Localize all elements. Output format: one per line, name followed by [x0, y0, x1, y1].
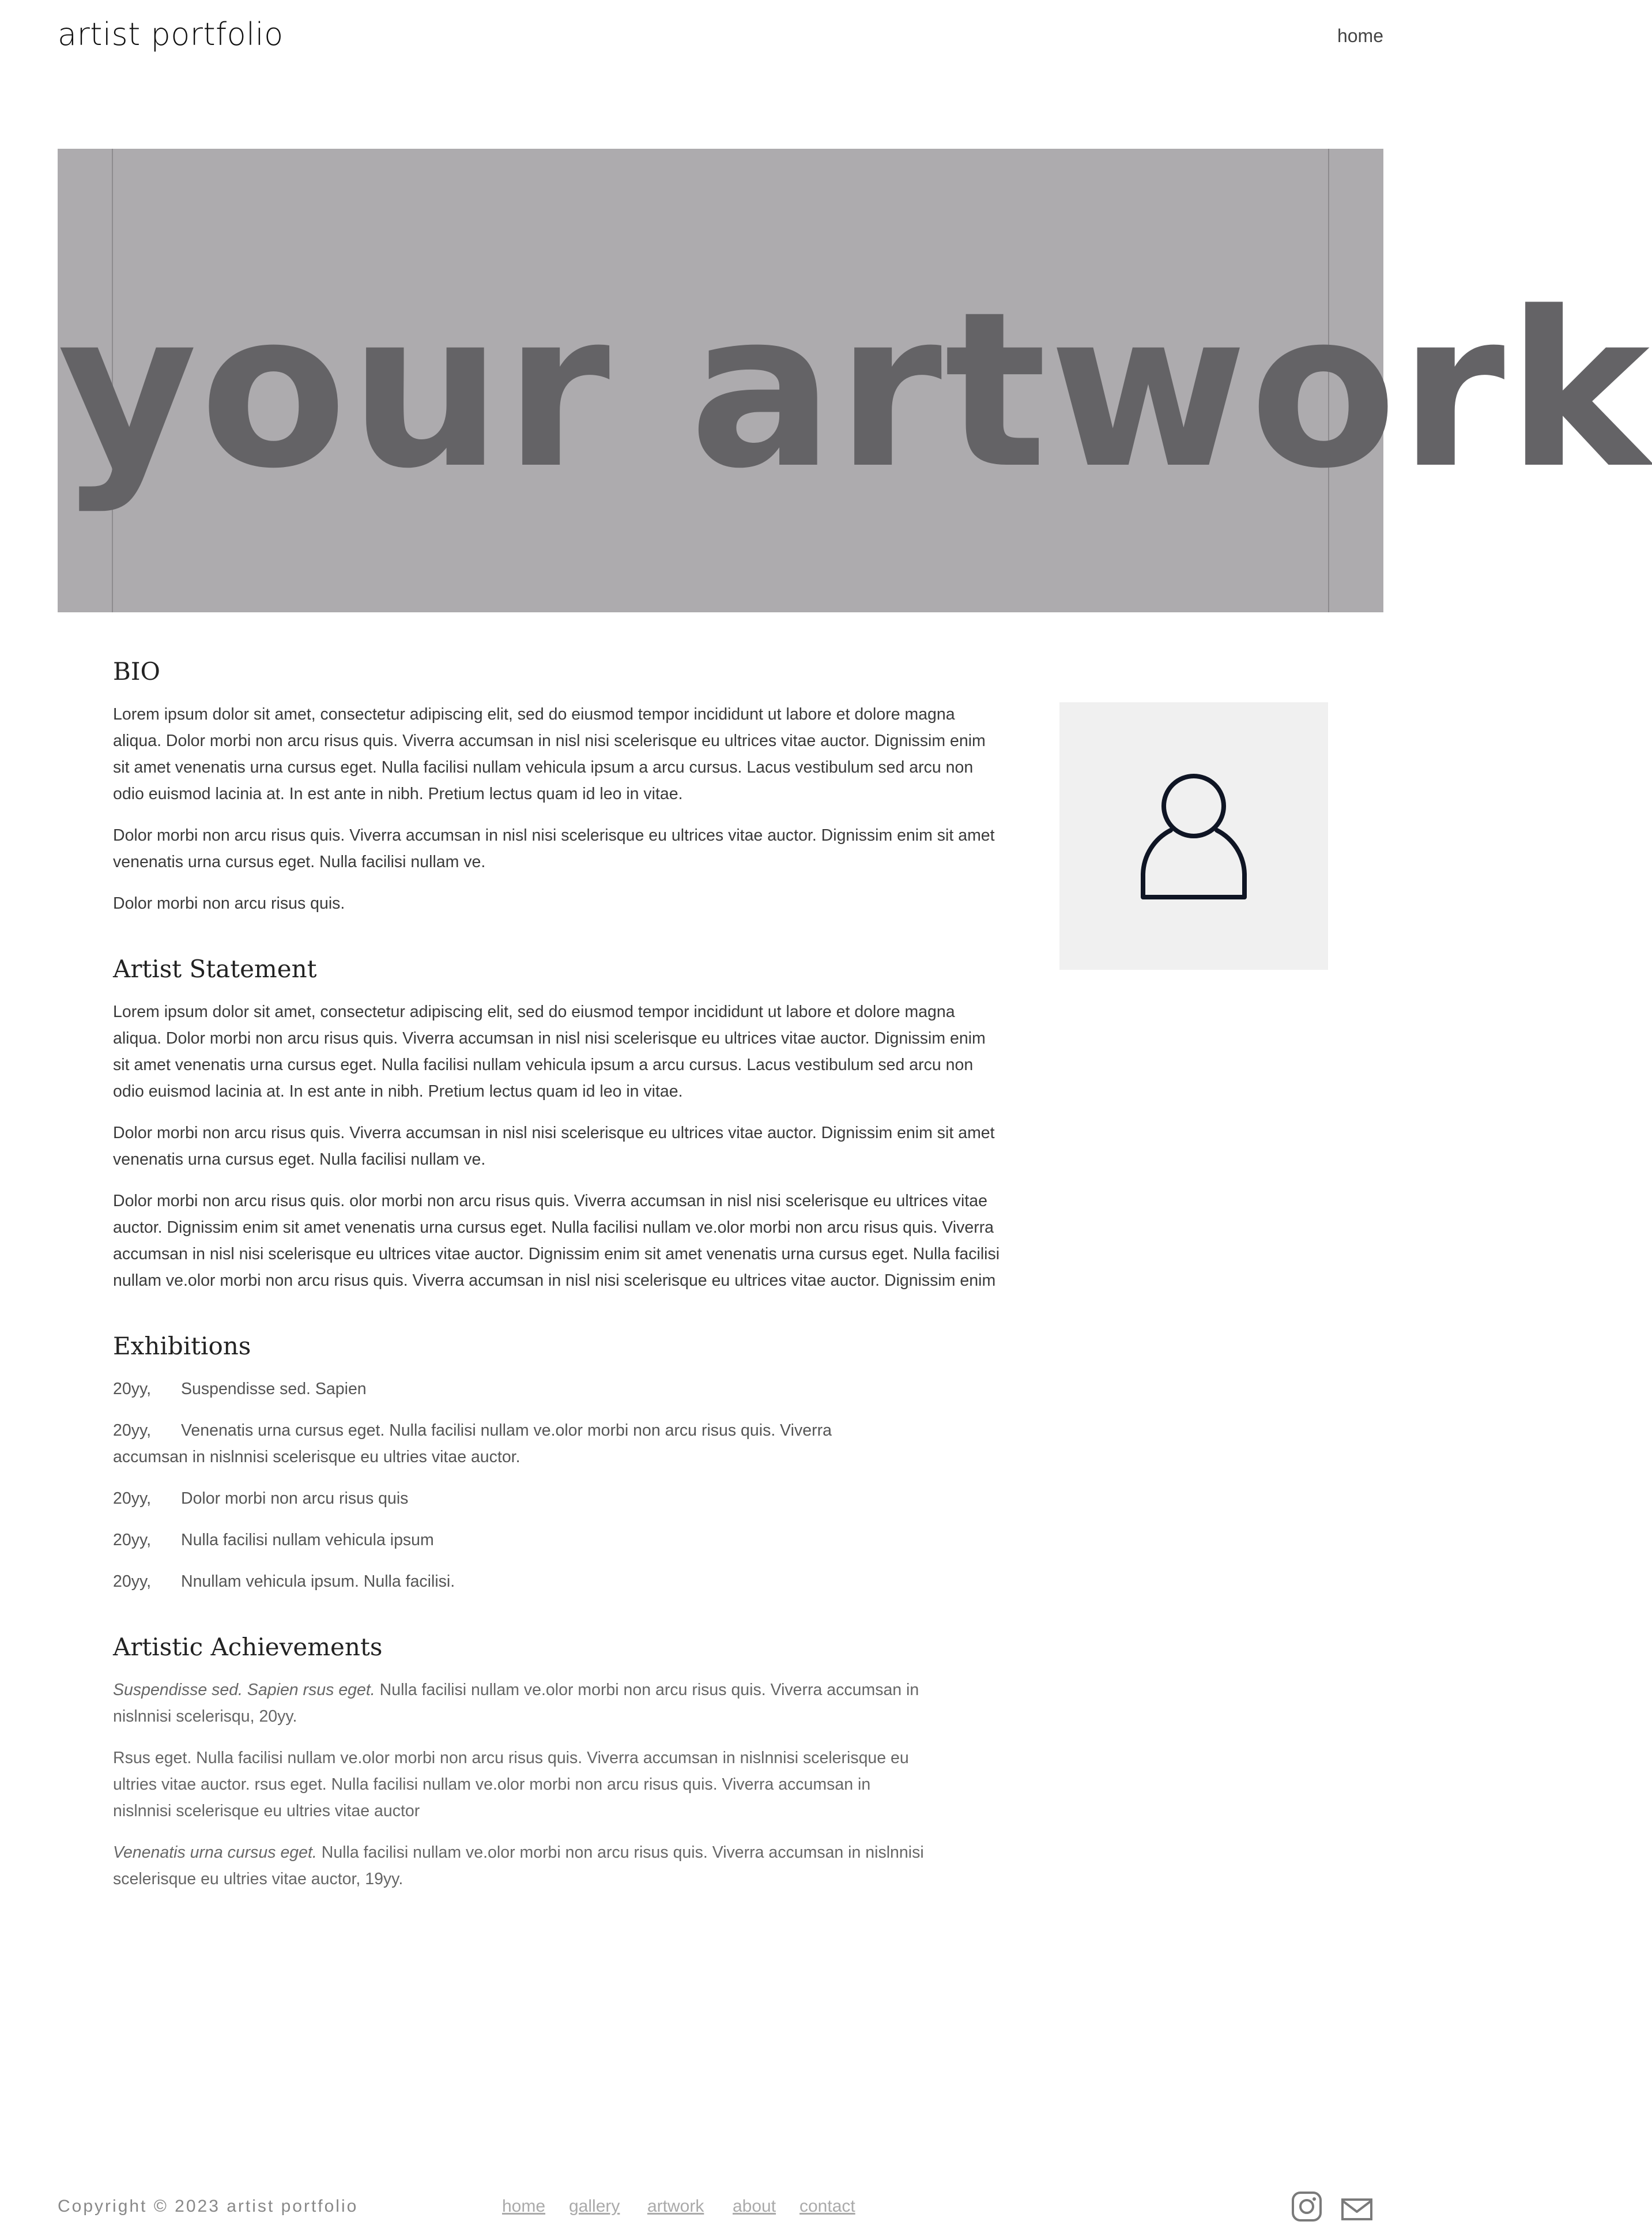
statement-section: [113, 949, 1001, 1294]
user-icon: [1136, 771, 1251, 901]
exhibition-text: Suspendisse sed. Sapien: [181, 1380, 367, 1398]
footer-link-home[interactable]: home: [502, 2197, 546, 2216]
achievement-text: Rsus eget. Nulla facilisi nullam ve.olor morbi non arcu risus quis. Viverra accumsan in nislnnisi scelerisque eu ultries vitae auctor. rsus eget. Nulla facilisi nullam ve.olor morbi non arcu risus quis. Viverra accumsan in nislnnisi scelerisque eu ultries vitae auctor: [113, 1749, 909, 1820]
hero-text: your artwork: [58, 266, 1652, 515]
exhibition-text: Venenatis urna cursus eget. Nulla facilisi nullam ve.olor morbi non arcu risus quis. Viverra accumsan in nislnnisi scelerisque eu ultries vitae auctor.: [113, 1421, 832, 1466]
achievement-item: [113, 1677, 931, 1730]
exhibition-text: Nulla facilisi nullam vehicula ipsum: [181, 1531, 434, 1549]
nav-link-home[interactable]: home: [1337, 25, 1383, 46]
exhibition-item: [113, 1485, 897, 1512]
site-title[interactable]: artist portfolio: [58, 16, 284, 52]
achievements-heading: Artistic Achievements: [113, 1633, 383, 1661]
achievement-item: [113, 1745, 931, 1824]
footer-link-artwork[interactable]: artwork: [647, 2197, 704, 2216]
achievement-title: Venenatis urna cursus eget.: [113, 1843, 317, 1862]
exhibition-item: [113, 1376, 897, 1402]
statement-paragraph: Dolor morbi non arcu risus quis. Viverra accumsan in nisl nisi scelerisque eu ultrices vitae auctor. Dignissim enim sit amet venenatis urna cursus eget. Nulla facilisi nullam ve.: [113, 1124, 995, 1169]
exhibition-item: [113, 1568, 897, 1595]
bio-paragraph: Dolor morbi non arcu risus quis. Viverra accumsan in nisl nisi scelerisque eu ultrices vitae auctor. Dignissim enim sit amet venenatis urna cursus eget. Nulla facilisi nullam ve.: [113, 826, 995, 871]
footer-link-about[interactable]: about: [733, 2197, 776, 2216]
main-content: [113, 652, 1001, 1925]
exhibition-item: [113, 1527, 897, 1553]
bio-heading: BIO: [113, 657, 160, 686]
instagram-icon[interactable]: [1291, 2191, 1322, 2222]
exhibitions-heading: Exhibitions: [113, 1332, 251, 1360]
exhibition-year: 20yy,: [113, 1572, 152, 1591]
mail-icon[interactable]: [1341, 2198, 1373, 2221]
exhibition-text: Nnullam vehicula ipsum. Nulla facilisi.: [181, 1572, 455, 1591]
achievement-text: Nulla facilisi nullam ve.olor morbi non arcu risus quis. Viverra accumsan in nislnnisi scelerisqu, 20yy.: [113, 1681, 919, 1726]
statement-heading: Artist Statement: [113, 955, 317, 983]
exhibition-year: 20yy,: [113, 1380, 152, 1398]
achievements-section: [113, 1627, 1001, 1892]
exhibitions-section: [113, 1326, 1001, 1595]
exhibition-text: Dolor morbi non arcu risus quis: [181, 1489, 409, 1508]
achievement-title: Suspendisse sed. Sapien rsus eget.: [113, 1681, 375, 1699]
bio-paragraph: Lorem ipsum dolor sit amet, consectetur adipiscing elit, sed do eiusmod tempor incididunt ut labore et dolore magna aliqua. Dolor morbi non arcu risus quis. Viverra accumsan in nisl nisi scelerisque eu ultrices vitae auctor. Dignissim enim sit amet venenatis urna cursus eget. Nulla facilisi nullam vehicula ipsum a arcu cursus. Lacus vestibulum sed arcu non odio euismod lacinia at. In est ante in nibh. Pretium lectus quam id leo in vitae.: [113, 705, 986, 803]
hero-banner: [58, 149, 1652, 612]
artist-photo-placeholder: [1059, 702, 1328, 970]
footer-copyright: Copyright © 2023 artist portfolio: [58, 2197, 359, 2216]
statement-paragraph: Dolor morbi non arcu risus quis. olor morbi non arcu risus quis. Viverra accumsan in nisl nisi scelerisque eu ultrices vitae auctor. Dignissim enim sit amet venenatis urna cursus eget. Nulla facilisi nullam ve.olor morbi non arcu risus quis. Viverra accumsan in nisl nisi scelerisque eu ultrices vitae auctor. Dignissim enim sit amet venenatis urna cursus eget. Nulla facilisi nullam ve.olor morbi non arcu risus quis. Viverra accumsan in nisl nisi scelerisque eu ultrices vitae auctor. Dignissim enim: [113, 1192, 1000, 1290]
achievement-text: Nulla facilisi nullam ve.olor morbi non arcu risus quis. Viverra accumsan in nislnnisi scelerisque eu ultries vitae auctor, 19yy.: [113, 1843, 924, 1888]
exhibition-year: 20yy,: [113, 1421, 152, 1440]
exhibition-item: [113, 1417, 897, 1470]
achievement-item: [113, 1839, 931, 1892]
bio-section: [113, 652, 1001, 917]
statement-paragraph: Lorem ipsum dolor sit amet, consectetur adipiscing elit, sed do eiusmod tempor incididunt ut labore et dolore magna aliqua. Dolor morbi non arcu risus quis. Viverra accumsan in nisl nisi scelerisque eu ultrices vitae auctor. Dignissim enim sit amet venenatis urna cursus eget. Nulla facilisi nullam vehicula ipsum a arcu cursus. Lacus vestibulum sed arcu non odio euismod lacinia at. In est ante in nibh. Pretium lectus quam id leo in vitae.: [113, 1003, 986, 1101]
bio-paragraph: Dolor morbi non arcu risus quis.: [113, 894, 345, 913]
exhibition-year: 20yy,: [113, 1531, 152, 1549]
footer-link-gallery[interactable]: gallery: [569, 2197, 620, 2216]
exhibition-year: 20yy,: [113, 1489, 152, 1508]
footer-link-contact[interactable]: contact: [799, 2197, 855, 2216]
